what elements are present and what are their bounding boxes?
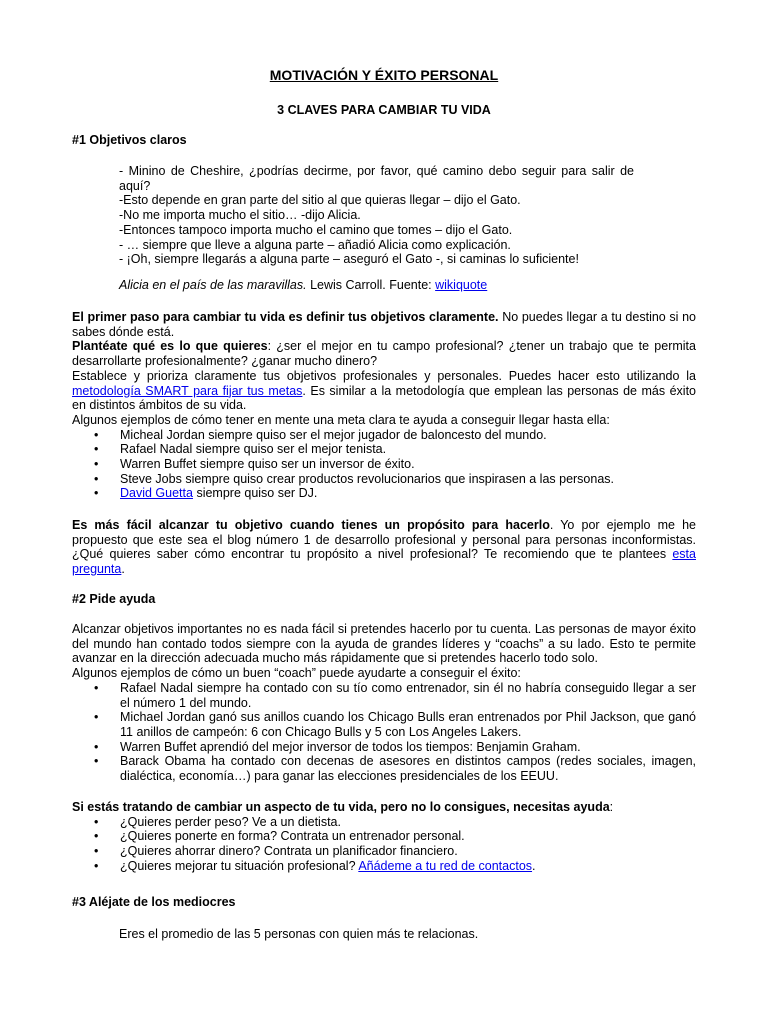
goals-list: [72, 428, 696, 502]
bullet-icon: •: [94, 486, 99, 501]
bullet-icon: •: [94, 471, 99, 486]
cheshire-quote: [119, 164, 634, 267]
list-item: • ¿Quieres ponerte en forma? Contrata un entrenador personal.: [94, 829, 465, 844]
esta-pregunta-link[interactable]: esta pregunta: [72, 547, 696, 577]
david-guetta-link[interactable]: David Guetta: [120, 486, 193, 501]
paragraph: Algunos ejemplos de cómo tener en mente una meta clara te ayuda a conseguir llegar hasta ella:: [72, 412, 610, 427]
list-item: • Barack Obama ha contado con decenas de asesores en distintos campos (redes sociales, imagen, dialéctica, economía…) para ganar las elecciones presidenciales de los EEUU.: [94, 754, 696, 784]
section-3-body: [119, 927, 679, 942]
help-list: [72, 815, 696, 874]
bullet-icon: •: [94, 680, 99, 695]
quote-source: Alicia en el país de las maravillas. Lewis Carroll. Fuente: wikiquote: [119, 278, 488, 292]
list-item: • Warren Buffet aprendió del mejor inversor de todos los tiempos: Benjamin Graham.: [94, 739, 581, 754]
paragraph: Establece y prioriza claramente tus objetivos profesionales y personales. Puedes hacer esto utilizando la metodología SMART para fijar tus metas. Es similar a la metodología que emplean las personas de más éxito en distintos ámbitos de su vida.: [72, 368, 697, 413]
purpose-paragraph: Es más fácil alcanzar tu objetivo cuando tienes un propósito para hacerlo. Yo por ejemplo me he propuesto que este sea el blog número 1 de desarrollo profesional y personal para personas inconformistas. ¿Qué quieres saber cómo encontrar tu propósito a nivel profesional? Te recomiendo que te plantees esta pregunta.: [72, 518, 696, 577]
section-3-heading: #3 Aléjate de los mediocres: [72, 895, 236, 909]
quote-line: -Esto depende en gran parte del sitio al que quieras llegar – dijo el Gato.: [119, 193, 521, 208]
coach-list: [72, 681, 696, 784]
smart-method-link[interactable]: metodología SMART para fijar tus metas: [72, 383, 303, 398]
list-item: • Steve Jobs siempre quiso crear productos revolucionarios que inspirasen a las personas.: [94, 471, 615, 486]
list-item: • ¿Quieres mejorar tu situación profesional? Añádeme a tu red de contactos.: [94, 858, 536, 873]
wikiquote-link[interactable]: wikiquote: [435, 278, 488, 292]
bullet-icon: •: [94, 442, 99, 457]
paragraph: Eres el promedio de las 5 personas con quien más te relacionas.: [119, 927, 479, 941]
list-item: • Warren Buffet siempre quiso ser un inversor de éxito.: [94, 457, 415, 472]
contacts-link[interactable]: Añádeme a tu red de contactos: [358, 858, 533, 873]
list-item: • ¿Quieres perder peso? Ve a un dietista.: [94, 814, 341, 829]
help-section: Si estás tratando de cambiar un aspecto de tu vida, pero no lo consigues, necesitas ayuda: • ¿Quieres perder peso? Ve a un dietista. • ¿Quieres ponerte en forma? Contrata un entrenador personal. • ¿Quieres ahorrar dinero? Contrata un planificador financiero. • ¿Quieres mejorar tu situación profesional? Añádeme a tu red de contactos.: [72, 800, 696, 874]
list-item: • Micheal Jordan siempre quiso ser el mejor jugador de baloncesto del mundo.: [94, 427, 547, 442]
bullet-icon: •: [94, 754, 99, 769]
document-title: MOTIVACIÓN Y ÉXITO PERSONAL: [269, 67, 499, 83]
list-item: • Rafael Nadal siempre ha contado con su tío como entrenador, sin él no habría conseguido llegar a ser el número 1 del mundo.: [94, 680, 696, 710]
quote-line: -No me importa mucho el sitio… -dijo Alicia.: [119, 208, 361, 223]
quote-line: - ¡Oh, siempre llegarás a alguna parte – aseguró el Gato -, si caminas lo suficiente!: [119, 252, 579, 267]
book-title: Alicia en el país de las maravillas.: [119, 278, 307, 292]
bullet-icon: •: [94, 457, 99, 472]
section-2-body: [72, 622, 696, 784]
list-item: • David Guetta siempre quiso ser DJ.: [94, 486, 318, 501]
section-1-heading: #1 Objetivos claros: [72, 133, 187, 147]
quote-line: -Entonces tampoco importa mucho el camino que tomes – dijo el Gato.: [119, 222, 513, 237]
quote-line: - … siempre que lleve a alguna parte – añadió Alicia como explicación.: [119, 237, 511, 252]
section-1-body: [72, 310, 696, 501]
paragraph: Plantéate qué es lo que quieres: ¿ser el mejor en tu campo profesional? ¿tener un trabajo que te permita desarrollarte profesionalmente? ¿ganar mucho dinero?: [72, 339, 696, 369]
bullet-icon: •: [94, 829, 99, 844]
bullet-icon: •: [94, 710, 99, 725]
paragraph: Alcanzar objetivos importantes no es nada fácil si pretendes hacerlo por tu cuenta. Las personas de mayor éxito del mundo han contado todos siempre con la ayuda de grandes líderes y “coachs” a su lado. Esto te permite avanzar en la dirección adecuada mucho más rápidamente que si pretendes hacerlo todo solo.: [72, 622, 696, 666]
list-item: • Michael Jordan ganó sus anillos cuando los Chicago Bulls eran entrenados por Phil Jackson, que ganó 11 anillos de campeón: 6 con Chicago Bulls y 5 con Los Angeles Lakers.: [94, 710, 696, 739]
paragraph: Algunos ejemplos de cómo un buen “coach” puede ayudarte a conseguir el éxito:: [72, 666, 521, 681]
bullet-icon: •: [94, 858, 99, 873]
bullet-icon: •: [94, 844, 99, 859]
bullet-icon: •: [94, 739, 99, 754]
list-item: • Rafael Nadal siempre quiso ser el mejor tenista.: [94, 442, 387, 457]
quote-line: - Minino de Cheshire, ¿podrías decirme, por favor, qué camino debo seguir para salir de aquí?: [119, 164, 634, 193]
bullet-icon: •: [94, 427, 99, 442]
paragraph: El primer paso para cambiar tu vida es definir tus objetivos claramente. No puedes llegar a tu destino si no sabes dónde está.: [72, 310, 696, 339]
section-2-heading: #2 Pide ayuda: [72, 592, 156, 606]
bullet-icon: •: [94, 814, 99, 829]
document-subtitle: 3 CLAVES PARA CAMBIAR TU VIDA: [277, 103, 491, 117]
list-item: • ¿Quieres ahorrar dinero? Contrata un planificador financiero.: [94, 844, 458, 859]
